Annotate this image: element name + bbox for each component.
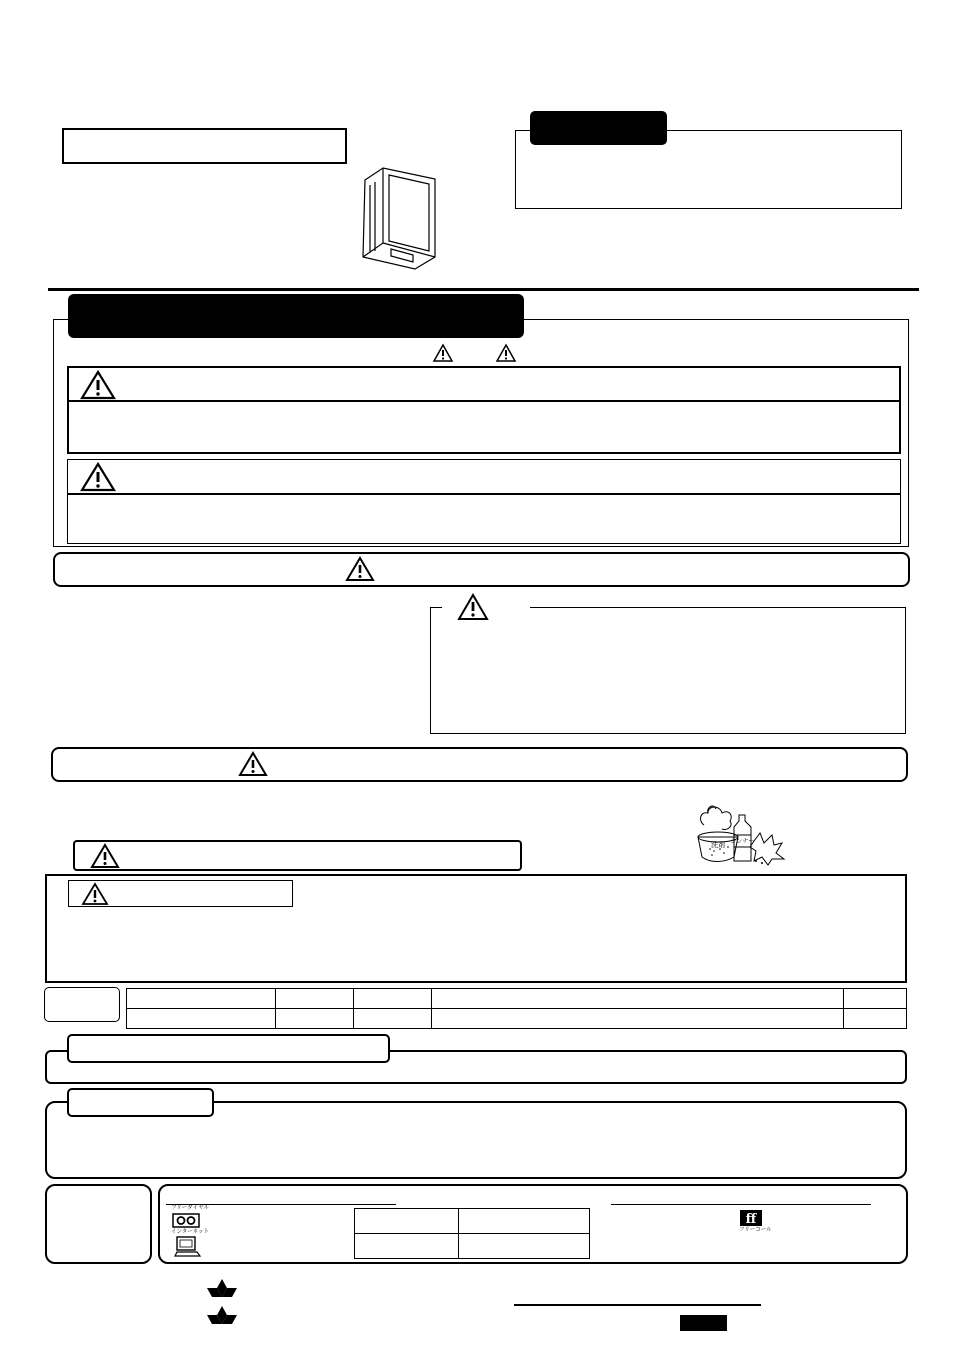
maintenance-caution-banner bbox=[51, 747, 908, 782]
warranty-tab bbox=[67, 1088, 214, 1117]
svg-text:ff: ff bbox=[745, 1212, 757, 1227]
contact-table bbox=[354, 1208, 590, 1259]
warning-icon bbox=[432, 343, 454, 363]
header-rule bbox=[48, 288, 919, 291]
product-illustration bbox=[355, 165, 445, 270]
free-dial-label: フリーダイヤル bbox=[171, 1205, 210, 1211]
free-call-icon bbox=[739, 1209, 763, 1227]
notice-tab bbox=[530, 111, 667, 145]
warning-icon bbox=[79, 369, 117, 401]
warning-icon bbox=[89, 842, 121, 870]
contact-label-box bbox=[45, 1184, 152, 1264]
table-row bbox=[127, 1009, 907, 1029]
free-call-label: フリーコール bbox=[739, 1227, 772, 1233]
bottle-label: シンナー bbox=[730, 838, 755, 845]
table-row bbox=[355, 1209, 590, 1234]
warning-box bbox=[67, 366, 901, 454]
cleaning-caution-tab bbox=[73, 840, 522, 871]
safety-section-tab bbox=[68, 294, 524, 338]
spec-table bbox=[126, 988, 907, 1029]
caution-box bbox=[67, 459, 901, 544]
caution-icon bbox=[495, 343, 517, 363]
footer-rule bbox=[514, 1304, 761, 1306]
warning-icon bbox=[344, 555, 376, 583]
spec-label-box bbox=[44, 987, 120, 1022]
caution-icon bbox=[79, 461, 117, 493]
warning-icon bbox=[237, 750, 269, 778]
free-dial-icon bbox=[172, 1213, 200, 1228]
caution-note-top-rule-left bbox=[430, 607, 442, 608]
accessories-tab bbox=[67, 1034, 390, 1063]
contact-rule-right bbox=[611, 1204, 871, 1205]
internet-label: インターネット bbox=[171, 1229, 210, 1235]
cleaning-chemicals-illustration bbox=[694, 803, 786, 867]
footer-black-tag bbox=[680, 1315, 727, 1331]
three-diamonds-logo bbox=[207, 1278, 237, 1330]
model-name-box bbox=[62, 128, 347, 164]
caution-note-frame bbox=[430, 607, 906, 734]
caution-icon bbox=[456, 592, 490, 622]
caution-note-top-rule bbox=[530, 607, 906, 608]
caution-header-divider bbox=[67, 493, 901, 495]
usage-caution-banner bbox=[53, 552, 910, 587]
warning-header-divider bbox=[67, 400, 901, 402]
table-row bbox=[355, 1234, 590, 1259]
computer-icon bbox=[174, 1236, 202, 1258]
caution-icon bbox=[80, 881, 110, 907]
table-row bbox=[127, 989, 907, 1009]
bowl-label: 洗剤 bbox=[711, 841, 725, 849]
